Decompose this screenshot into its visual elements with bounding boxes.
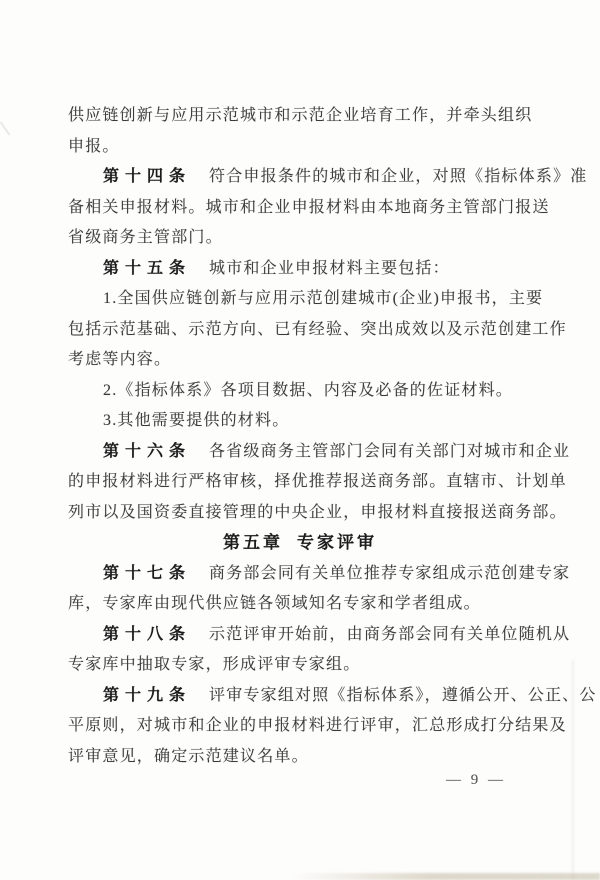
- line-text: 备相关申报材料。城市和企业申报材料由本地商务主管部门报送: [68, 198, 550, 216]
- article-number-label: 第十七条: [103, 564, 192, 582]
- text-line: [68, 315, 600, 346]
- line-text: 示范评审开始前，由商务部会同有关单位随机从: [209, 625, 571, 643]
- text-line: [68, 620, 600, 651]
- scan-edge-bottom: [290, 873, 600, 880]
- page-content: [68, 101, 600, 772]
- line-text: 评审专家组对照《指标体系》，遵循公开、公正、公: [209, 686, 597, 704]
- text-line: [68, 284, 600, 315]
- scan-mark-left: [0, 122, 10, 136]
- text-line: [68, 345, 600, 376]
- line-text: 平原则，对城市和企业的申报材料进行评审，汇总形成打分结果及: [68, 717, 567, 734]
- line-text: 的申报材料进行严格审核，择优推荐报送商务部。直辖市、计划单: [68, 473, 567, 490]
- line-text: 符合申报条件的城市和企业，对照《指标体系》准: [209, 168, 588, 185]
- text-line: [68, 406, 600, 437]
- text-line: [68, 162, 600, 193]
- text-line: [68, 467, 600, 498]
- article-number-label: 第十五条: [103, 259, 192, 277]
- text-line: [68, 650, 600, 681]
- line-text: 3.其他需要提供的材料。: [103, 412, 290, 429]
- line-text: 列市以及国资委直接管理的中央企业，申报材料直接报送商务部。: [68, 503, 567, 521]
- line-text: 商务部会同有关单位推荐专家组成示范创建专家: [209, 564, 571, 582]
- text-line: [68, 132, 600, 163]
- text-line: [68, 437, 600, 468]
- line-text: 城市和企业申报材料主要包括：: [209, 259, 450, 277]
- line-text: 1.全国供应链创新与应用示范创建城市(企业)申报书，主要: [103, 290, 544, 307]
- article-number-label: 第十六条: [103, 442, 192, 460]
- chapter-title: 专家评审: [297, 533, 377, 552]
- line-text: 考虑等内容。: [68, 351, 172, 368]
- article-number-label: 第十八条: [103, 625, 192, 643]
- text-line: [68, 498, 600, 529]
- line-text: 省级商务主管部门。: [68, 229, 223, 246]
- text-line: [68, 742, 600, 773]
- text-line: [68, 376, 600, 407]
- article-number-label: 第十九条: [103, 686, 192, 704]
- text-line: [68, 101, 600, 132]
- chapter-number-label: 第五章: [223, 533, 283, 552]
- line-text: 供应链创新与应用示范城市和示范企业培育工作，并牵头组织: [68, 107, 533, 124]
- line-text: 申报。: [68, 137, 120, 155]
- text-line: [68, 681, 600, 712]
- text-line: [68, 711, 600, 742]
- text-line: [68, 193, 600, 224]
- line-text: 评审意见，确定示范建议名单。: [68, 747, 309, 765]
- page-number: — 9 —: [446, 772, 506, 788]
- text-line: [68, 589, 600, 620]
- article-number-label: 第十四条: [103, 168, 192, 185]
- line-text: 专家库中抽取专家，形成评审专家组。: [68, 656, 361, 673]
- line-text: 库，专家库由现代供应链各领域知名专家和学者组成。: [68, 595, 481, 612]
- text-line: [68, 559, 600, 590]
- line-text: 包括示范基础、示范方向、已有经验、突出成效以及示范创建工作: [68, 320, 567, 338]
- text-line: [68, 223, 600, 254]
- line-text: 各省级商务主管部门会同有关部门对城市和企业: [209, 442, 571, 460]
- line-text: 2.《指标体系》各项目数据、内容及必备的佐证材料。: [103, 381, 514, 399]
- scan-streak-right: [572, 660, 574, 880]
- chapter-heading: [68, 528, 600, 559]
- text-line: [68, 254, 600, 285]
